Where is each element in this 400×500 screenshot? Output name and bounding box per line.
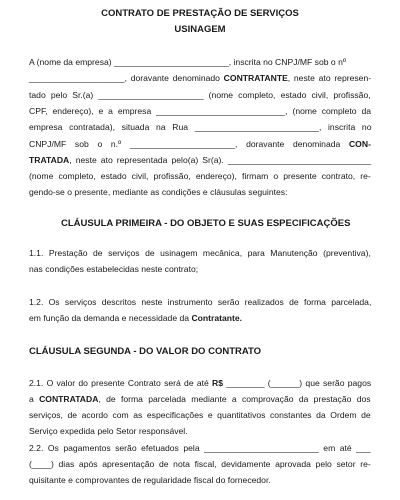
clause-1-1-line-1: 1.1. Prestação de serviços de usinagem mecânica, para Manutenção (preventiva), [29,248,371,258]
intro-line-4: CPF, endereço), e a empresa ___________________________, (nome completo da [29,106,372,116]
intro-line-5: empresa contratada), situada na Rua __________________________, inscrita no [29,122,372,132]
intro-line-8: (nome completo, estado civil, profissão, endereço), firmam o presente contrato, re- [29,171,371,181]
intro-line-7: TRATADA, neste ato representada pelo(a) Sr(a). ______________________________ [29,155,372,165]
clause-1-1-line-2: nas condições estabelecidas neste contrato; [29,264,199,274]
clause-1-2-line-1: 1.2. Os serviços descritos neste instrumento serão realizados de forma parcelada, [29,297,372,307]
document-title: CONTRATO DE PRESTAÇÃO DE SERVIÇOS [101,8,299,19]
intro-line-2: ____________________, doravante denominado CONTRATANTE, neste ato represen- [29,73,372,83]
document-subtitle: USINAGEM [174,24,226,35]
intro-line-6: CNPJ/MF sob o n.º ______________________, doravante denominada CON- [29,139,371,149]
clause-2-1-line-4: Serviço expedida pelo Setor responsável. [29,426,188,436]
clause-2-1-line-3: serviços, de acordo com as especificações e quantitativos constantes da Ordem de [29,410,371,420]
clause-2-heading: CLÁUSULA SEGUNDA - DO VALOR DO CONTRATO [29,346,262,357]
clause-1-heading: CLÁUSULA PRIMEIRA - DO OBJETO E SUAS ESPECIFICAÇÕES [61,218,351,229]
clause-2-1-line-2: a CONTRATADA, de forma parcelada mediante a comprovação da prestação dos [29,394,371,404]
clause-2-2-line-2: (____) dias após apresentação de nota fiscal, devidamente aprovada pelo setor re- [29,459,371,469]
intro-line-9: gendo-se o presente, mediante as condições e cláusulas seguintes: [29,187,288,197]
clause-2-1-line-1: 2.1. O valor do presente Contrato será de até R$ ________ (______) que serão pagos [29,378,372,388]
clause-2-2-line-1: 2.2. Os pagamentos serão efetuados pela ________________________ em até ___ [29,443,371,453]
intro-line-1: A (nome da empresa) ________________________, inscrita no CNPJ/MF sob o nº [29,57,347,67]
clause-2-2-line-3: quisitante e comprovantes de regularidade fiscal do fornecedor. [29,475,271,485]
clause-1-2-line-2: em função da demanda e necessidade da Contratante. [29,313,243,323]
intro-line-3: tado pelo Sr.(a) ______________________ (nome completo, estado civil, profissão, [29,90,371,100]
